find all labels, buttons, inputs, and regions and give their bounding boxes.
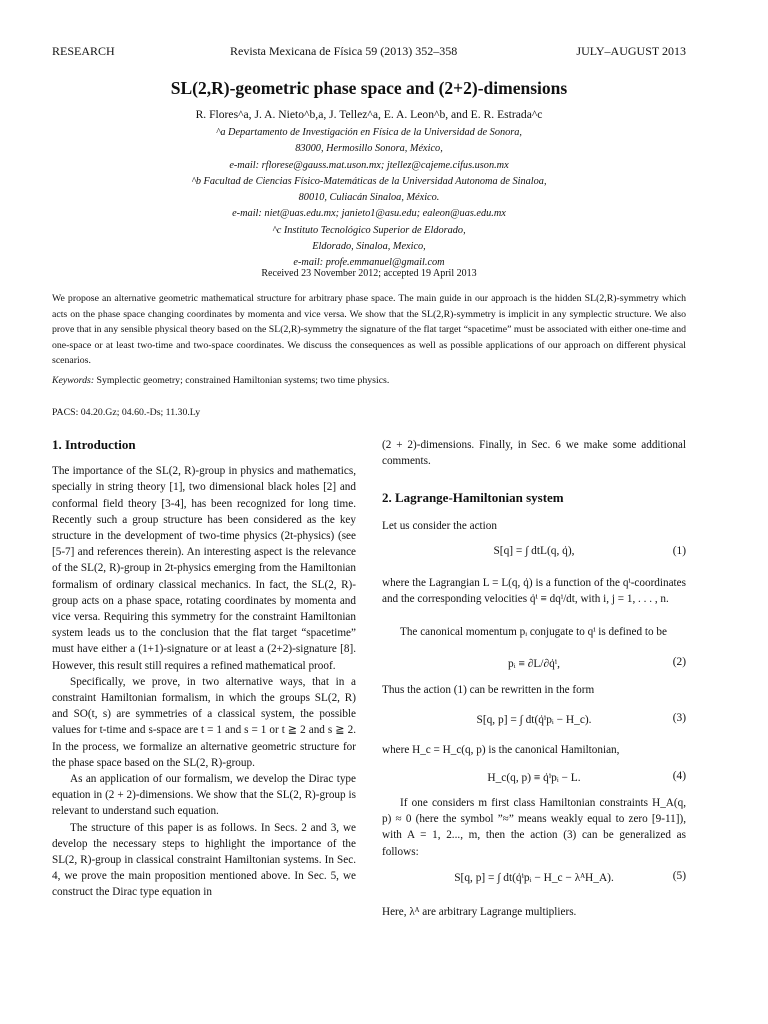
affiliation-email: e-mail: rflorese@gauss.mat.uson.mx; jtellez@cajeme.cifus.uson.mx: [229, 159, 509, 171]
equation-expression: pᵢ ≡ ∂L/∂q̇ⁱ,: [508, 658, 560, 670]
affiliation-block: [52, 125, 686, 272]
equation-number: (3): [672, 712, 686, 724]
paragraph: Thus the action (1) can be rewritten in the form: [382, 684, 595, 696]
affiliation-line: 83000, Hermosillo Sonora, México,: [295, 143, 443, 155]
affiliation-line: ^a Departamento de Investigación en Física de la Universidad de Sonora,: [215, 127, 523, 138]
keywords: [52, 375, 686, 386]
keywords-text: Symplectic geometry; constrained Hamiltonian systems; two time physics.: [96, 375, 390, 386]
section-heading: 2. Lagrange-Hamiltonian system: [382, 490, 564, 505]
paragraph: Let us consider the action: [382, 520, 497, 532]
paragraph: The structure of this paper is as follows. In Secs. 2 and 3, we develop the necessary steps to highlight the importance of the SL(2, R)-group in classical constraint Hamiltonian systems. In Sec. 4, we prove the main proposition mentioned above. In Sec. 5, we construct the Dirac type equation in: [52, 821, 356, 899]
affiliation-line: ^b Facultad de Ciencias Físico-Matemáticas de la Universidad Autonoma de Sinaloa,: [191, 175, 547, 187]
equation-number: (5): [672, 870, 686, 882]
paragraph: where H_c = H_c(q, p) is the canonical Hamiltonian,: [382, 744, 620, 756]
equation-1: [382, 545, 686, 565]
equation-expression: H_c(q, p) ≡ q̇ⁱpᵢ − L.: [487, 772, 581, 784]
header-journal: Revista Mexicana de Física 59 (2013) 352–358: [230, 44, 458, 58]
equation-number: (1): [672, 545, 686, 557]
author-list: R. Flores^a, J. A. Nieto^b,a, J. Tellez^a, E. A. Leon^b, and E. R. Estrada^c: [195, 108, 543, 121]
affiliation-email: e-mail: niet@uas.edu.mx; janieto1@asu.edu; ealeon@uas.edu.mx: [232, 208, 506, 220]
pacs-codes: PACS: 04.20.Gz; 04.60.-Ds; 11.30.Ly: [52, 407, 201, 418]
keywords-label: Keywords:: [52, 375, 95, 386]
equation-number: (2): [672, 656, 686, 668]
equation-expression: S[q, p] = ∫ dt(q̇ⁱpᵢ − H_c).: [476, 714, 592, 726]
equation-number: (4): [672, 770, 686, 782]
header-date: JULY–AUGUST 2013: [576, 44, 686, 58]
abstract: We propose an alternative geometric mathematical structure for arbitrary phase space. The main guide in our approach is the hidden SL(2,R)-symmetry which acts on the phase space changing coordinates by momenta and vice versa. We show that the SL(2,R)-symmetry is implicit in any symplectic structure. We also prove that in any sensible physical theory based on the SL(2,R)-symmetry the signature of the flat target “spacetime” must be associated with either one-time and one-space or at least two-time and two-space coordinates. We discuss the consequences as well as possible applications of our approach on different physical scenarios.: [52, 293, 686, 366]
paragraph: As an application of our formalism, we develop the Dirac type equation in (2 + 2)-dimensions. We show that the SL(2, R)-group is relevant to understand such equation.: [52, 773, 356, 818]
paragraph: The canonical momentum pᵢ conjugate to qⁱ is defined to be: [400, 626, 667, 638]
paragraph: Specifically, we prove, in two alternative ways, that in a constraint Hamiltonian formalism, in which the groups SL(2, R) and SO(t, s) are symmetries of a classical system, the possible values for t-time and s-space are t = 1 and s = 1 or t ≧ 2 and s ≧ 2. In the process, we formalize an alternative geometric structure for the phase space based on the SL(2, R)-group.: [52, 675, 356, 769]
equation-3: [382, 712, 686, 732]
right-column-continuation: (2 + 2)-dimensions. Finally, in Sec. 6 we make some additional comments.: [382, 439, 686, 468]
paragraph: If one considers m first class Hamiltonian constraints H_A(q, p) ≈ 0 (here the symbol ”≈” means weakly equal to zero [9-11]), with A = 1, 2..., m, then the action (3) can be generalized as follows:: [382, 797, 686, 858]
section-heading: 1. Introduction: [52, 437, 136, 452]
affiliation-line: ^c Instituto Tecnológico Superior de Eldorado,: [272, 224, 466, 236]
paragraph: The importance of the SL(2, R)-group in physics and mathematics, specially in string theory [1], two dimensional black holes [2] and conformal field theory [3-4], has been recognized for long time. Recently such a group structure has been considered as the key structure in the development of two-time physics (2t-physics) (see [5-7] and references therein). An interesting aspect is the relevance of the SL(2, R)-group in 2t-physics emerging from the Hamiltonian formalism of ordinary classical mechanics. In fact, the SL(2, R)-group acts on a phase space, rotating coordinates by momenta and vice versa. Requiring this symmetry for the constraint Hamiltonian system leads us to the conclusion that the flat target “spacetime” must have either a (1+1)-signature or at least a (2+2)-signature [8]. However, this result still requires a refined mathematical proof.: [52, 465, 356, 672]
affiliation-line: 80010, Culiacán Sinaloa, México.: [298, 192, 440, 204]
affiliation-line: Eldorado, Sinaloa, Mexico,: [312, 241, 426, 253]
received-date: Received 23 November 2012; accepted 19 April 2013: [261, 268, 477, 279]
equation-5: [382, 870, 686, 890]
paper-title: SL(2,R)-geometric phase space and (2+2)-dimensions: [170, 78, 568, 98]
journal-header: [52, 44, 686, 62]
equation-4: [382, 770, 686, 790]
paragraph: where the Lagrangian L = L(q, q̇) is a function of the qⁱ-coordinates and the corresponding velocities q̇ⁱ ≡ dqⁱ/dt, with i, j = 1, . . . , n.: [382, 577, 686, 606]
left-column: [52, 437, 356, 901]
equation-expression: S[q] = ∫ dtL(q, q̇),: [493, 545, 575, 557]
paragraph: Here, λᴬ are arbitrary Lagrange multipliers.: [382, 906, 577, 918]
equation-expression: S[q, p] = ∫ dt(q̇ⁱpᵢ − H_c − λᴬH_A).: [454, 872, 614, 884]
equation-2: [382, 656, 686, 676]
header-section: RESEARCH: [52, 44, 115, 58]
affiliation-email: e-mail: profe.emmanuel@gmail.com: [293, 257, 445, 269]
